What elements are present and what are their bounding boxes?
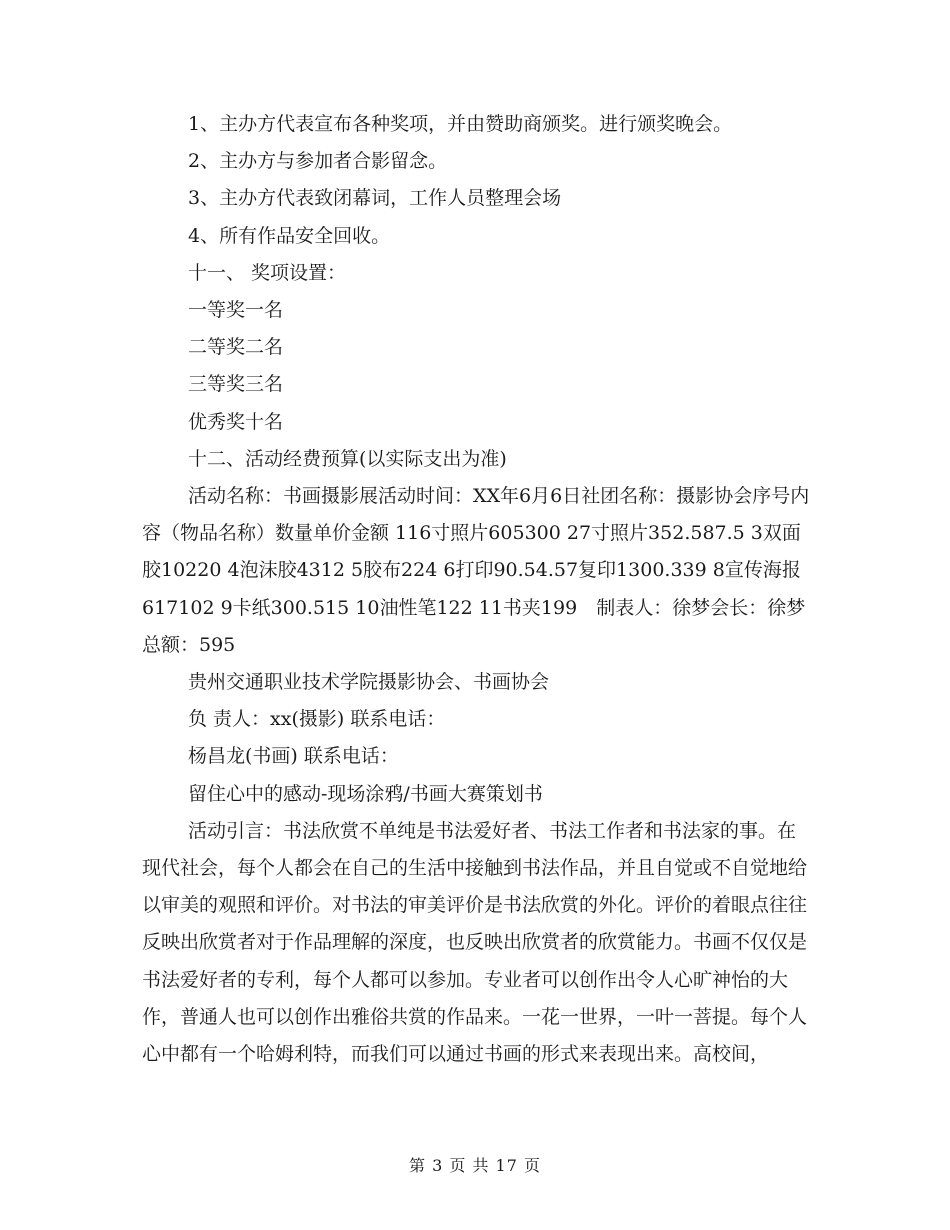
award-second-prize: 二等奖二名 (188, 336, 284, 359)
award-third-prize: 三等奖三名 (188, 373, 284, 396)
paragraph-organizers: 贵州交通职业技术学院摄影协会、书画协会 (188, 671, 550, 694)
paragraph-closing-speech: 3、主办方代表致闭幕词，工作人员整理会场 (188, 187, 562, 210)
paragraph-group-photo: 2、主办方与参加者合影留念。 (188, 150, 448, 173)
paragraph-budget-details: 活动名称：书画摄影展活动时间：XX年6月6日社团名称：摄影协会序号内容（物品名称）数量单价金额 116寸照片605300 27寸照片352.587.5 3双面胶10220 4泡沫胶4312 5胶布224 6打印90.54.57复印1300.339 8宣传海报617102 9卡纸300.515 10油性笔122 11书夹199 制表人：徐梦会长：徐梦总额：595 (142, 485, 810, 656)
paragraph-artwork-collection: 4、所有作品安全回收。 (188, 224, 391, 247)
paragraph-contact-calligraphy: 杨昌龙(书画) 联系电话： (188, 745, 399, 768)
section-heading-awards: 十一、 奖项设置： (188, 261, 347, 284)
paragraph-introduction: 活动引言：书法欣赏不单纯是书法爱好者、书法工作者和书法家的事。在现代社会，每个人都会在自己的生活中接触到书法作品，并且自觉或不自觉地给以审美的观照和评价。对书法的审美评价是书法欣赏的外化。评价的着眼点往往反映出欣赏者对于作品理解的深度，也反映出欣赏者的欣赏能力。书画不仅仅是书法爱好者的专利，每个人都可以参加。专业者可以创作出令人心旷神怡的大作，普通人也可以创作出雅俗共赏的作品来。一花一世界，一叶一菩提。每个人心中都有一个哈姆利特，而我们可以通过书画的形式来表现出来。高校间， (142, 819, 808, 1066)
page-number-footer: 第 3 页 共 17 页 (409, 1156, 541, 1175)
paragraph-contact-photography: 负 责人：xx(摄影) 联系电话： (188, 708, 446, 731)
paragraph-award-ceremony: 1、主办方代表宣布各种奖项，并由赞助商颁奖。进行颁奖晚会。 (188, 113, 733, 135)
award-first-prize: 一等奖一名 (188, 299, 284, 322)
section-heading-budget: 十二、活动经费预算(以实际支出为准) (188, 447, 507, 470)
award-excellence-prize: 优秀奖十名 (188, 410, 284, 433)
document-body (142, 106, 810, 1073)
document-subtitle: 留住心中的感动-现场涂鸦/书画大赛策划书 (188, 782, 543, 805)
